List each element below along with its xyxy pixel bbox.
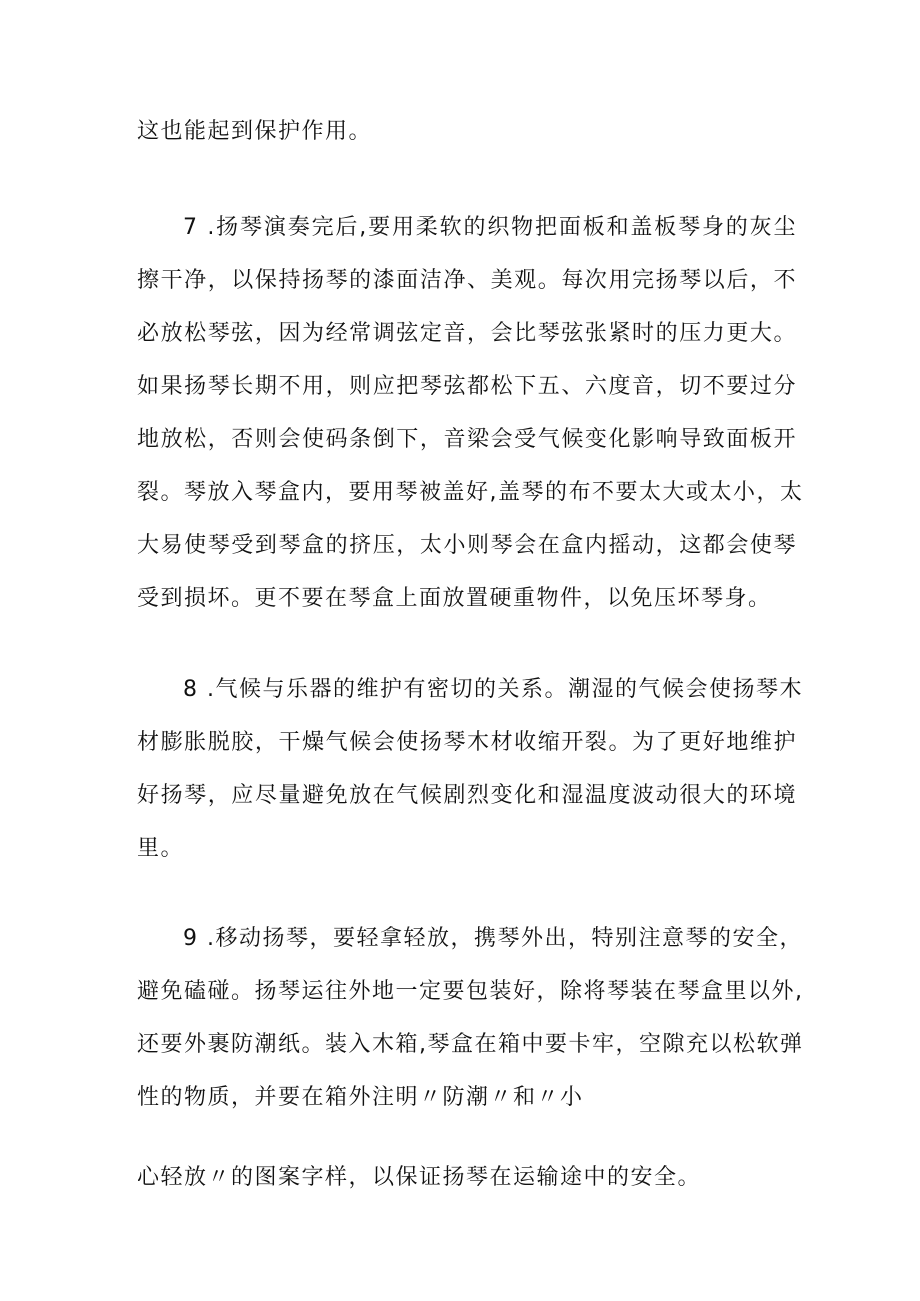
paragraph-7-line-6: 裂。琴放入琴盒内，要用琴被盖好,盖琴的布不要太大或太小，太 xyxy=(137,480,804,505)
paragraph-6-line-1: 这也能起到保护作用。 xyxy=(137,119,373,144)
paragraph-9-line-1: 9 .移动扬琴，要轻拿轻放，携琴外出，特别注意琴的安全， xyxy=(183,926,803,951)
paragraph-8-line-1: 8 .气候与乐器的维护有密切的关系。潮湿的气候会使扬琴木 xyxy=(183,677,803,702)
paragraph-9-line-5: 心轻放〃的图案字样，以保证扬琴在运输途中的安全。 xyxy=(137,1165,702,1190)
paragraph-7-line-4: 如果扬琴长期不用，则应把琴弦都松下五、六度音，切不要过分 xyxy=(137,374,797,399)
paragraph-7-line-8: 受到损坏。更不要在琴盒上面放置硬重物件，以免压坏琴身。 xyxy=(137,586,772,611)
paragraph-9-line-4: 性的物质，并要在箱外注明〃防潮〃和〃小 xyxy=(137,1085,584,1110)
paragraph-7-line-5: 地放松，否则会使码条倒下，音梁会受气候变化影响导致面板开 xyxy=(137,427,797,452)
paragraph-7-line-2: 擦干净，以保持扬琴的漆面洁净、美观。每次用完扬琴以后，不 xyxy=(137,268,797,293)
paragraph-9-line-3: 还要外裹防潮纸。装入木箱,琴盒在箱中要卡牢，空隙充以松软弹 xyxy=(137,1032,804,1057)
paragraph-8-line-2: 材膨胀脱胶，干燥气候会使扬琴木材收缩开裂。为了更好地维护 xyxy=(137,730,797,755)
paragraph-7-line-1: 7 .扬琴演奏完后,要用柔软的织物把面板和盖板琴身的灰尘 xyxy=(183,215,797,240)
paragraph-9-line-2: 避免磕碰。扬琴运往外地一定要包装好，除将琴装在琴盒里以外, xyxy=(137,979,804,1004)
paragraph-7-line-3: 必放松琴弦，因为经常调弦定音，会比琴弦张紧时的压力更大。 xyxy=(137,321,797,346)
paragraph-7-line-7: 大易使琴受到琴盒的挤压，太小则琴会在盒内摇动，这都会使琴 xyxy=(137,533,797,558)
paragraph-8-line-3: 好扬琴，应尽量避免放在气候剧烈变化和湿温度波动很大的环境 xyxy=(137,783,797,808)
paragraph-8-line-4: 里。 xyxy=(137,836,185,861)
